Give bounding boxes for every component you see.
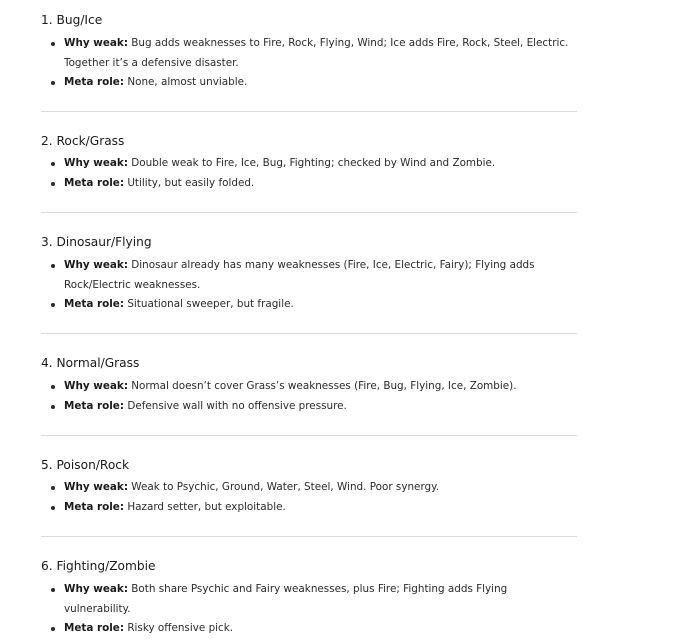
why-weak-label: Why weak: <box>64 259 128 271</box>
why-weak-label: Why weak: <box>64 481 128 493</box>
meta-role-item <box>41 295 577 315</box>
why-weak-label: Why weak: <box>64 583 128 595</box>
bullet-list <box>41 377 577 416</box>
section-divider <box>41 333 577 334</box>
why-weak-item <box>41 34 577 73</box>
why-weak-item <box>41 154 577 174</box>
meta-role-label: Meta role: <box>64 298 125 310</box>
meta-role-label: Meta role: <box>64 500 125 513</box>
meta-role-text: Utility, but easily folded. <box>124 176 255 189</box>
meta-role-text: Risky offensive pick. <box>124 622 234 634</box>
section-divider <box>41 212 577 213</box>
section-title: 1. Bug/Ice <box>41 13 103 27</box>
bullet-list <box>41 154 577 193</box>
section-title: 5. Poison/Rock <box>41 458 130 472</box>
section-title: 6. Fighting/Zombie <box>41 559 156 573</box>
bullet-list <box>41 478 577 517</box>
bullet-list <box>41 580 577 639</box>
why-weak-item <box>41 478 577 498</box>
meta-role-label: Meta role: <box>64 399 125 412</box>
section-divider <box>41 435 577 436</box>
meta-role-text: Hazard setter, but exploitable. <box>124 500 286 513</box>
why-weak-label: Why weak: <box>64 157 128 169</box>
meta-role-label: Meta role: <box>64 176 125 189</box>
why-weak-text: Bug adds weaknesses to Fire, Rock, Flying, Wind; Ice adds Fire, Rock, Steel, Electric. Together it’s a defensive disaster. <box>64 37 569 69</box>
meta-role-text: Defensive wall with no offensive pressure. <box>124 399 347 412</box>
meta-role-text: Situational sweeper, but fragile. <box>124 298 294 310</box>
section-title: 2. Rock/Grass <box>41 134 125 148</box>
why-weak-label: Why weak: <box>64 37 128 49</box>
why-weak-text: Double weak to Fire, Ice, Bug, Fighting; checked by Wind and Zombie. <box>127 157 496 169</box>
why-weak-item <box>41 256 577 295</box>
why-weak-item <box>41 377 577 397</box>
meta-role-item <box>41 498 577 518</box>
meta-role-label: Meta role: <box>64 76 125 88</box>
why-weak-text: Weak to Psychic, Ground, Water, Steel, Wind. Poor synergy. <box>127 481 440 493</box>
meta-role-label: Meta role: <box>64 622 125 634</box>
meta-role-item <box>41 397 577 417</box>
why-weak-item <box>41 580 577 619</box>
section-title: 4. Normal/Grass <box>41 356 140 370</box>
why-weak-text: Dinosaur already has many weaknesses (Fire, Ice, Electric, Fairy); Flying adds Rock/Electric weaknesses. <box>64 259 535 291</box>
meta-role-item <box>41 174 577 194</box>
section-divider <box>41 111 577 112</box>
bullet-list <box>41 256 577 315</box>
meta-role-item <box>41 73 577 93</box>
bullet-list <box>41 34 577 93</box>
section-title: 3. Dinosaur/Flying <box>41 235 152 249</box>
why-weak-text: Normal doesn’t cover Grass’s weaknesses (Fire, Bug, Flying, Ice, Zombie). <box>127 380 517 392</box>
why-weak-text: Both share Psychic and Fairy weaknesses, plus Fire; Fighting adds Flying vulnerability. <box>64 583 508 615</box>
meta-role-text: None, almost unviable. <box>124 76 248 88</box>
section-divider <box>41 536 577 537</box>
why-weak-label: Why weak: <box>64 380 128 392</box>
